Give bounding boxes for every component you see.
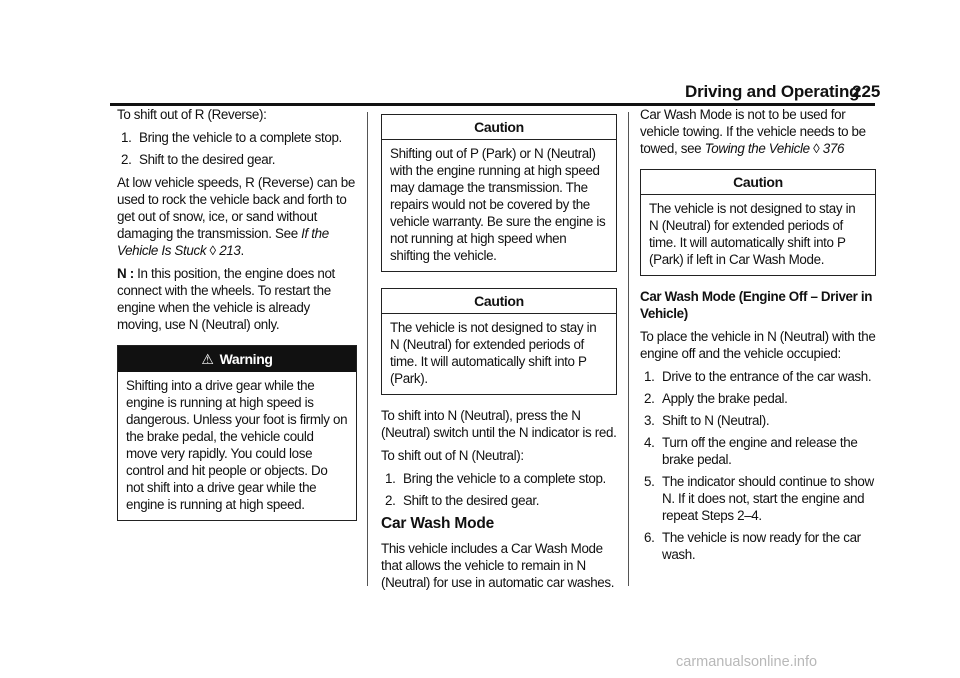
step-number: 4. [644, 435, 655, 450]
list-item [640, 434, 876, 468]
list-item [381, 492, 617, 509]
caution-box [640, 169, 876, 276]
watermark: carmanualsonline.info [676, 654, 818, 670]
cross-reference-link[interactable]: Towing the Vehicle [704, 141, 810, 156]
step-text: Apply the brake pedal. [662, 391, 788, 406]
step-number: 6. [644, 530, 655, 545]
paragraph [117, 265, 357, 333]
list-item [640, 368, 876, 385]
list-item [640, 390, 876, 407]
column-2 [381, 106, 617, 597]
section-heading: Car Wash Mode [381, 515, 495, 532]
caution-box [381, 114, 617, 272]
step-number: 2. [121, 152, 132, 167]
step-number: 1. [121, 130, 132, 145]
caution-body: The vehicle is not designed to stay in N (Neutral) for extended periods of time. It will automatically shift into P (Park). [390, 320, 597, 386]
paragraph: This vehicle includes a Car Wash Mode that allows the vehicle to remain in N (Neutral) for use in automatic car washes. [381, 541, 615, 590]
warning-triangle-icon: ⚠ [201, 351, 214, 367]
paragraph: To place the vehicle in N (Neutral) with the engine off and the vehicle occupied: [640, 329, 876, 361]
caution-title: Caution [382, 289, 616, 314]
step-text: Shift to N (Neutral). [662, 413, 770, 428]
list-item [381, 470, 617, 487]
list-item [640, 473, 876, 524]
page-ref-icon: ◊ [813, 141, 820, 156]
section-title: Driving and Operating [685, 82, 860, 101]
column-3 [640, 106, 876, 569]
step-text: Drive to the entrance of the car wash. [662, 369, 872, 384]
steps-list-neutral [381, 470, 617, 509]
step-text: The indicator should continue to show N. If it does not, start the engine and repeat Steps 2–4. [662, 474, 874, 523]
caution-title: Caution [382, 115, 616, 140]
warning-box [117, 345, 357, 521]
paragraph [640, 106, 876, 157]
page-ref-number[interactable]: 376 [822, 141, 845, 156]
list-item [640, 529, 876, 563]
steps-list-car-wash [640, 368, 876, 563]
punctuation: . [240, 243, 244, 258]
page-ref-icon: ◊ [209, 243, 216, 258]
caution-body: The vehicle is not designed to stay in N (Neutral) for extended periods of time. It will automatically shift into P (Park) if left in Car Wash Mode. [649, 201, 856, 267]
step-text: Shift to the desired gear. [403, 493, 540, 508]
column-divider-left [367, 112, 368, 586]
list-item [640, 412, 876, 429]
paragraph-text: Car Wash Mode is not to be used for vehicle towing. If the vehicle needs to be towed, see [640, 107, 866, 156]
list-item [117, 151, 357, 168]
paragraph: To shift out of N (Neutral): [381, 448, 524, 463]
page-number: 225 [852, 82, 881, 101]
paragraph: To shift out of R (Reverse): [117, 107, 267, 122]
caution-title: Caution [641, 170, 875, 195]
paragraph: To shift into N (Neutral), press the N (Neutral) switch until the N indicator is red. [381, 408, 617, 440]
step-number: 5. [644, 474, 655, 489]
step-text: The vehicle is now ready for the car wash. [662, 530, 861, 562]
paragraph-text: At low vehicle speeds, R (Reverse) can be used to rock the vehicle back and forth to get out of snow, ice, or sand without damaging the transmission. See [117, 175, 355, 241]
step-number: 2. [644, 391, 655, 406]
steps-list-reverse [117, 129, 357, 168]
warning-body: Shifting into a drive gear while the engine is running at high speed is dangerous. Unless your foot is firmly on the brake pedal, the vehicle could move very rapidly. You could lose control and hit people or objects. Do not shift into a drive gear while the engine is running at high speed. [126, 378, 348, 512]
neutral-label: N : [117, 266, 134, 281]
step-text: Bring the vehicle to a complete stop. [403, 471, 606, 486]
paragraph-text: In this position, the engine does not connect with the wheels. To restart the engine when the vehicle is already moving, use N (Neutral) only. [117, 266, 335, 332]
step-number: 1. [644, 369, 655, 384]
subheading: Car Wash Mode (Engine Off – Driver in Vehicle) [640, 289, 873, 321]
cross-reference-link[interactable]: If the Vehicle Is Stuck [117, 226, 329, 258]
step-number: 3. [644, 413, 655, 428]
warning-header [118, 346, 356, 372]
paragraph [117, 174, 357, 259]
column-divider-right [628, 112, 629, 586]
page-ref-number[interactable]: 213 [219, 243, 241, 258]
warning-title: Warning [219, 351, 273, 367]
step-number: 1. [385, 471, 396, 486]
list-item [117, 129, 357, 146]
column-1 [117, 106, 357, 533]
step-text: Bring the vehicle to a complete stop. [139, 130, 342, 145]
caution-body: Shifting out of P (Park) or N (Neutral) with the engine running at high speed may damage the transmission. The repairs would not be covered by the vehicle warranty. Be sure the engine is not running at high speed when shifting the vehicle. [390, 146, 606, 263]
step-text: Turn off the engine and release the brake pedal. [662, 435, 858, 467]
step-number: 2. [385, 493, 396, 508]
caution-box [381, 288, 617, 395]
step-text: Shift to the desired gear. [139, 152, 276, 167]
